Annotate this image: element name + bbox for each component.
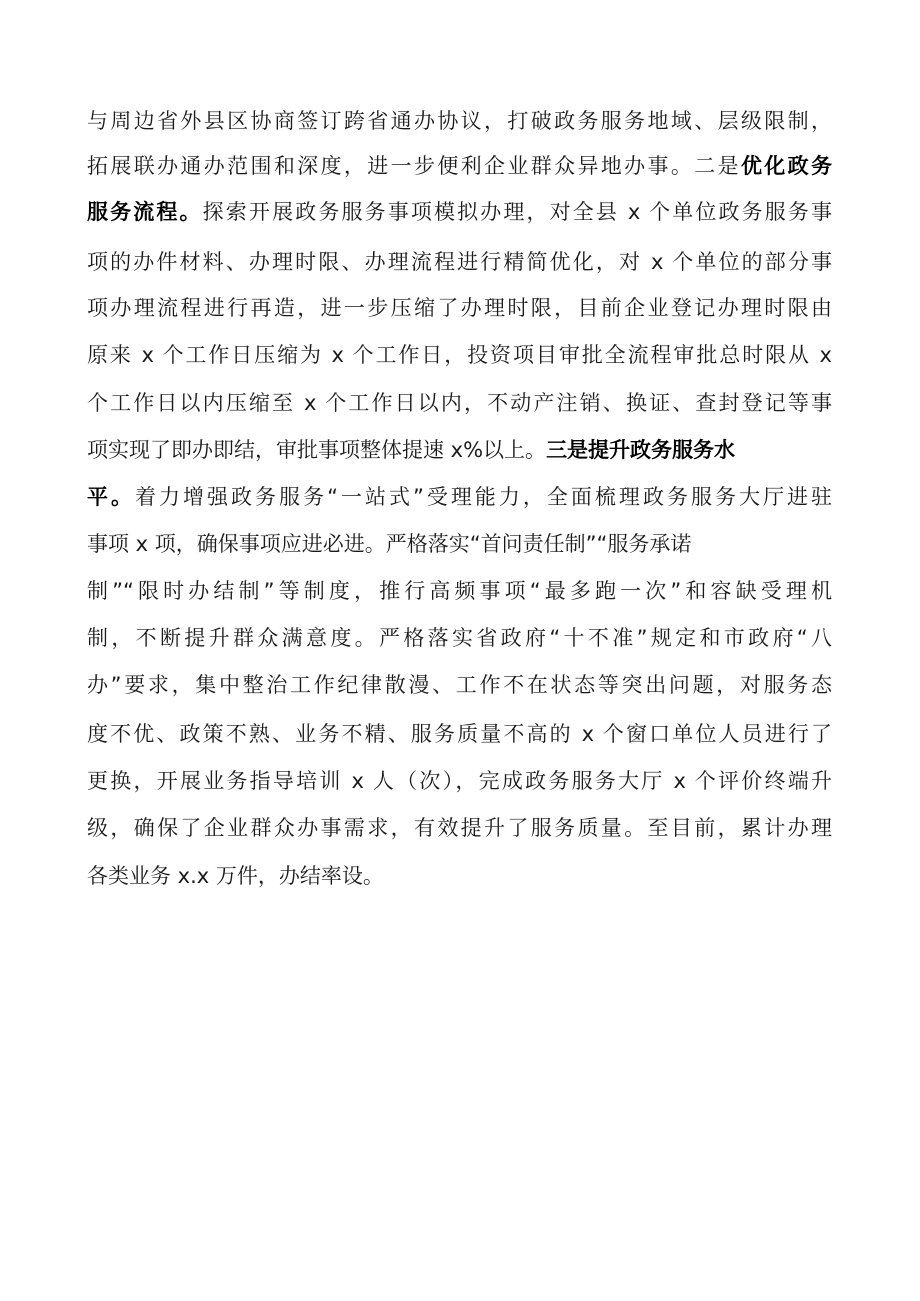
paragraph-line-11 <box>87 571 832 611</box>
text-segment: 度不优、政策不熟、业务不精、服务质量不高的 x 个窗口单位人员进行了 <box>87 722 832 746</box>
text-segment: 拓展联办通办范围和深度，进一步便利企业群众异地办事。二是 <box>87 154 741 178</box>
text-segment: 制，不断提升群众满意度。严格落实省政府“十不准”规定和市政府“八 <box>87 626 832 650</box>
paragraph-line-8 <box>87 430 832 470</box>
text-segment: 级，确保了企业群众办事需求，有效提升了服务质量。至目前，累计办理 <box>87 816 832 840</box>
paragraph-line-5 <box>87 288 832 328</box>
paragraph-line-12 <box>87 618 832 658</box>
paragraph-line-10 <box>87 524 832 564</box>
text-segment: 项实现了即办即结，审批事项整体提速 x%以上。 <box>87 438 547 462</box>
text-segment: 探索开展政务服务事项模拟办理，对全县 x 个单位政务服务事 <box>202 200 833 224</box>
paragraph-line-4 <box>87 242 832 282</box>
bold-heading-segment: 三是提升政务服务水 <box>546 438 736 462</box>
paragraph-line-2 <box>87 146 832 186</box>
text-segment: 着力增强政务服务“一站式”受理能力，全面梳理政务服务大厅进驻 <box>135 485 832 509</box>
paragraph-line-13 <box>87 665 832 705</box>
text-segment: 原来 x 个工作日压缩为 x 个工作日，投资项目审批全流程审批总时限从 x <box>87 343 832 367</box>
text-segment: 项办理流程进行再造，进一步压缩了办理时限，目前企业登记办理时限由 <box>87 296 832 320</box>
paragraph-line-1 <box>87 101 832 141</box>
paragraph-line-16 <box>87 808 832 848</box>
text-segment: 事项 x 项，确保事项应进必进。严格落实“首问责任制”“服务承诺 <box>87 532 692 556</box>
text-segment: 个工作日以内压缩至 x 个工作日以内，不动产注销、换证、查封登记等事 <box>87 391 832 415</box>
paragraph-line-9 <box>87 477 832 517</box>
text-segment: 各类业务 x.x 万件，办结率设。 <box>87 864 384 888</box>
paragraph-line-15 <box>87 761 832 801</box>
text-segment: 更换，开展业务指导培训 x 人（次），完成政务服务大厅 x 个评价终端升 <box>87 769 832 793</box>
paragraph-line-7 <box>87 383 832 423</box>
text-segment: 与周边省外县区协商签订跨省通办协议，打破政务服务地域、层级限制， <box>87 109 832 133</box>
paragraph-line-6 <box>87 335 832 375</box>
bold-heading-segment: 优化政务 <box>740 154 833 178</box>
text-segment: 项的办件材料、办理时限、办理流程进行精简优化，对 x 个单位的部分事 <box>87 250 832 274</box>
paragraph-line-17 <box>87 856 832 896</box>
bold-heading-segment: 服务流程。 <box>87 200 203 224</box>
text-segment: 办”要求，集中整治工作纪律散漫、工作不在状态等突出问题，对服务态 <box>87 673 832 697</box>
bold-heading-segment: 平。 <box>87 485 136 509</box>
text-segment: 制”“限时办结制”等制度，推行高频事项“最多跑一次”和容缺受理机 <box>87 579 832 603</box>
paragraph-line-14 <box>87 714 832 754</box>
paragraph-line-3 <box>87 192 832 232</box>
